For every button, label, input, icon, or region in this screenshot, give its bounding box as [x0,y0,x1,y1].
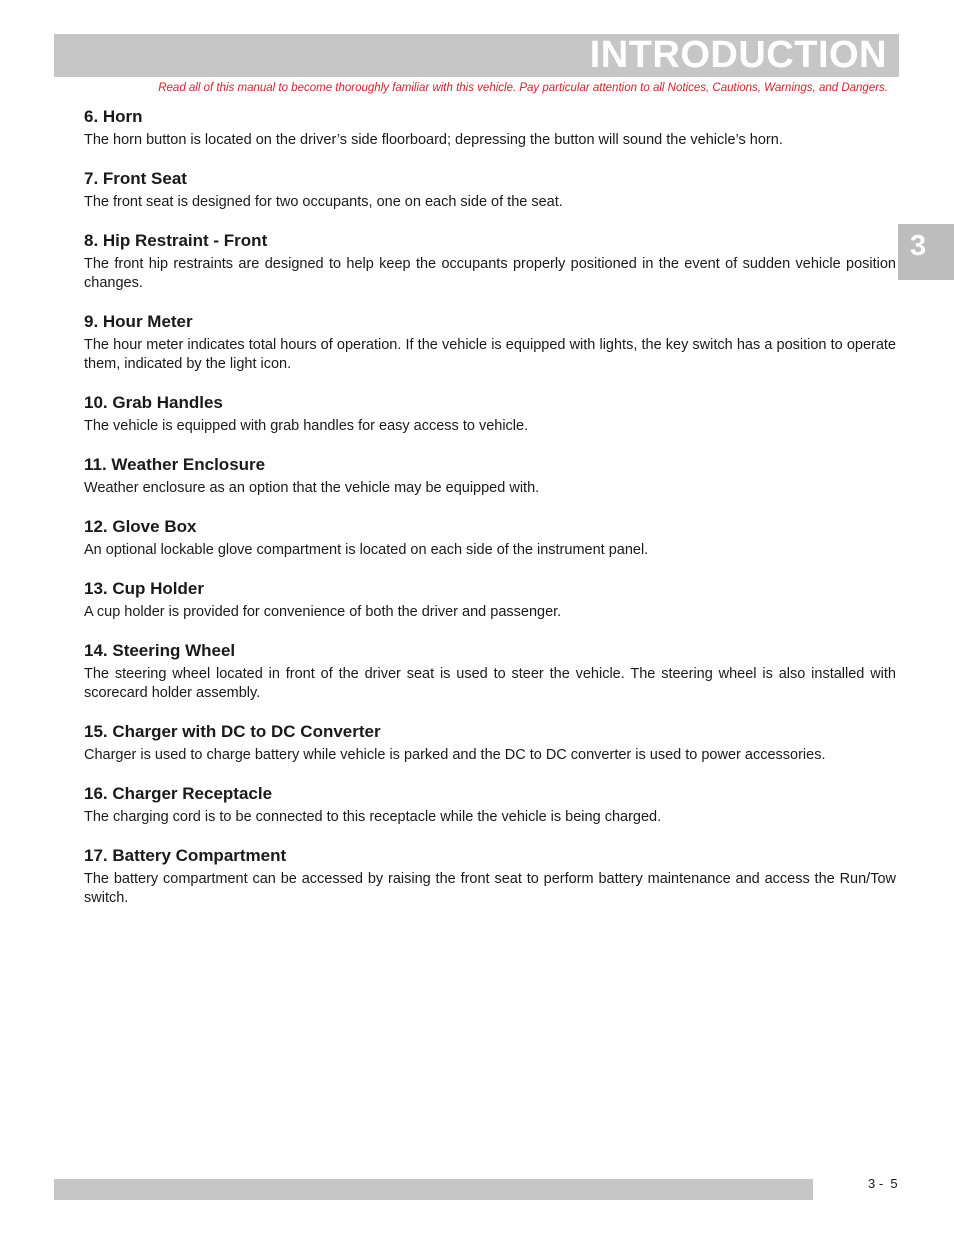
safety-notice: Read all of this manual to become thoroughly familiar with this vehicle. Pay particular attention to all Notices, Cautions, Warnings, and Dangers. [158,82,888,94]
section-heading: 15. Charger with DC to DC Converter [84,722,381,741]
section-body: The battery compartment can be accessed by raising the front seat to perform battery maintenance and access the Run/Tow switch. [84,871,896,906]
section-glove-box [84,516,896,560]
section-front-seat [84,168,896,212]
section-heading: 6. Horn [84,107,143,126]
section-body: The steering wheel located in front of the driver seat is used to steer the vehicle. The steering wheel is also installed with scorecard holder assembly. [84,666,896,701]
chapter-tab [898,224,954,280]
section-weather-enclosure [84,454,896,498]
section-heading: 10. Grab Handles [84,393,223,412]
section-body: A cup holder is provided for convenience of both the driver and passenger. [84,604,562,620]
section-heading: 17. Battery Compartment [84,846,287,865]
section-heading: 8. Hip Restraint - Front [84,231,268,250]
section-body: The front hip restraints are designed to help keep the occupants properly positioned in the event of sudden vehicle position changes. [84,256,896,291]
content-area [84,106,896,926]
section-battery-compartment [84,845,896,908]
section-cup-holder [84,578,896,622]
section-heading: 16. Charger Receptacle [84,784,273,803]
section-grab-handles [84,392,896,436]
section-heading: 14. Steering Wheel [84,641,236,660]
section-hip-restraint [84,230,896,293]
section-steering-wheel [84,640,896,703]
section-body: The horn button is located on the driver’s side floorboard; depressing the button will sound the vehicle’s horn. [84,132,783,148]
section-heading: 7. Front Seat [84,169,187,188]
footer-bar [54,1179,813,1200]
section-heading: 9. Hour Meter [84,312,193,331]
section-heading: 12. Glove Box [84,517,197,536]
section-heading: 11. Weather Enclosure [84,455,266,474]
page-number: 3 - 5 [868,1176,898,1191]
section-body: Charger is used to charge battery while vehicle is parked and the DC to DC converter is used to power accessories. [84,747,826,763]
section-body: The hour meter indicates total hours of operation. If the vehicle is equipped with lights, the key switch has a position to operate them, indicated by the light icon. [84,337,896,372]
section-body: The front seat is designed for two occupants, one on each side of the seat. [84,194,563,210]
section-heading: 13. Cup Holder [84,579,204,598]
section-charger-converter [84,721,896,765]
section-horn [84,106,896,150]
section-body: The charging cord is to be connected to this receptacle while the vehicle is being charged. [84,809,662,825]
section-body: An optional lockable glove compartment is located on each side of the instrument panel. [84,542,649,558]
header-bar [54,34,899,77]
section-hour-meter [84,311,896,374]
page-title: INTRODUCTION [589,34,887,76]
section-charger-receptacle [84,783,896,827]
section-body: The vehicle is equipped with grab handles for easy access to vehicle. [84,418,529,434]
section-body: Weather enclosure as an option that the vehicle may be equipped with. [84,480,540,496]
chapter-tab-label: 3 [910,230,927,262]
